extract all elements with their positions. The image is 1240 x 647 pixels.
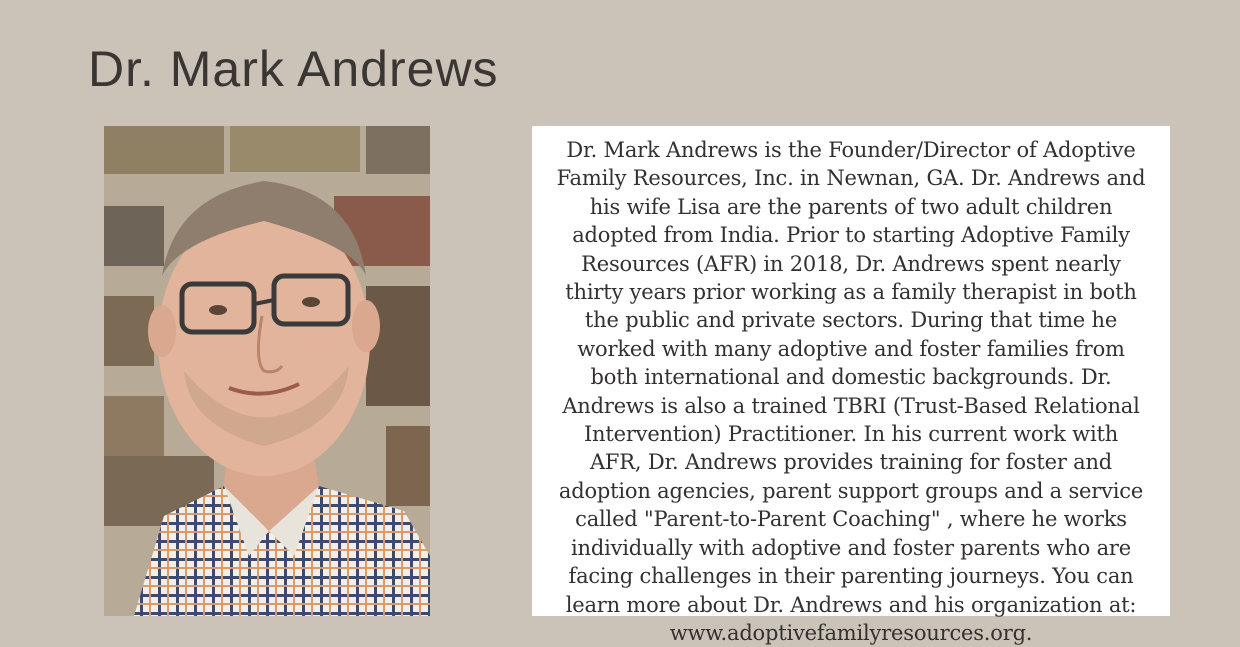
bio-text: Dr. Mark Andrews is the Founder/Director of Adoptive Family Resources, Inc. in Newnan, GA. Dr. Andrews and his wife Lisa are the parents of two adult children adopted from India. Prior to starting Adoptive Family Resources (AFR) in 2018, Dr. Andrews spent nearly thirty years prior working as a family therapist in both the public and private sectors. During that time he worked with many adoptive and foster families from both international and domestic backgrounds. Dr. Andrews is also a trained TBRI (Trust-Based Relational Intervention) Practitioner. In his current work with AFR, Dr. Andrews provides training for foster and adoption agencies, parent support groups and a service called "Parent-to-Parent Coaching" , where he works individually with adoptive and foster parents who are facing challenges in their parenting journeys. You can learn more about Dr. Andrews and his organization at: www.adoptivefamilyresources.org. xyxy=(556,138,1146,645)
bio-card xyxy=(532,126,1170,645)
page-title: Dr. Mark Andrews xyxy=(88,41,499,97)
portrait-photo xyxy=(104,126,430,616)
